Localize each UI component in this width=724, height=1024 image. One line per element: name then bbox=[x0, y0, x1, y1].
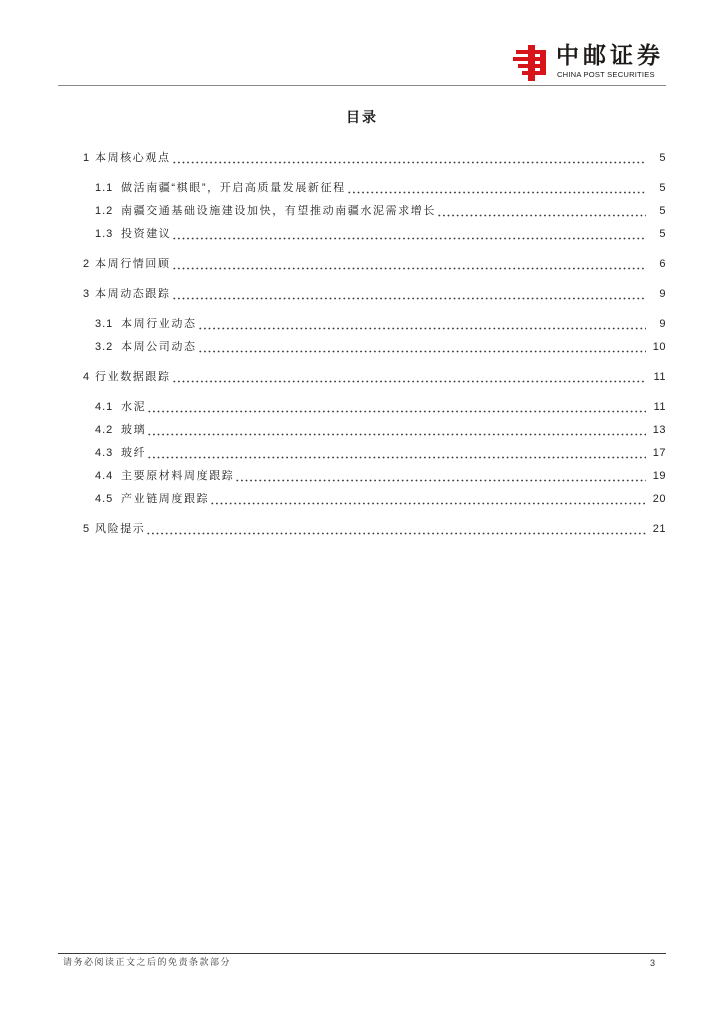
dot-leader bbox=[147, 410, 646, 413]
dot-leader bbox=[210, 502, 646, 505]
toc-entry-title: 本周核心观点 bbox=[95, 152, 171, 164]
dot-leader bbox=[172, 267, 646, 270]
toc-entry-page: 5 bbox=[659, 152, 666, 164]
toc-subentry[interactable] bbox=[83, 465, 666, 488]
dot-leader bbox=[198, 327, 646, 330]
toc-entry-title: 本周行业动态 bbox=[121, 318, 197, 330]
toc-entry-title: 风险提示 bbox=[95, 523, 146, 535]
logo-name-en: CHINA POST SECURITIES bbox=[557, 70, 655, 79]
toc-entry-number: 3 bbox=[83, 288, 91, 300]
toc-entry-number: 4.1 bbox=[95, 401, 114, 413]
toc-entry-number: 2 bbox=[83, 258, 91, 270]
toc-entry-page: 9 bbox=[659, 318, 666, 330]
toc-entry-title: 本周动态跟踪 bbox=[95, 288, 171, 300]
toc-entry-page: 9 bbox=[659, 288, 666, 300]
toc-entry-number: 1.1 bbox=[95, 182, 114, 194]
footer-disclaimer: 请务必阅读正文之后的免责条款部分 bbox=[63, 958, 232, 968]
toc-entry[interactable] bbox=[83, 366, 666, 389]
toc-subentry[interactable] bbox=[83, 177, 666, 200]
toc-entry-page: 19 bbox=[652, 470, 666, 482]
table-of-contents bbox=[83, 140, 666, 548]
toc-subentry[interactable] bbox=[83, 313, 666, 336]
toc-entry-page: 13 bbox=[652, 424, 666, 436]
toc-entry[interactable] bbox=[83, 518, 666, 541]
dot-leader bbox=[235, 479, 646, 482]
toc-entry-title: 主要原材料周度跟踪 bbox=[121, 470, 235, 482]
dot-leader bbox=[172, 161, 646, 164]
toc-entry[interactable] bbox=[83, 253, 666, 276]
toc-subentry[interactable] bbox=[83, 396, 666, 419]
toc-entry-title: 玻璃 bbox=[121, 424, 147, 436]
toc-entry-page: 5 bbox=[659, 205, 666, 217]
toc-entry-number: 1.3 bbox=[95, 228, 114, 240]
toc-entry[interactable] bbox=[83, 147, 666, 170]
toc-entry-page: 17 bbox=[652, 447, 666, 459]
toc-entry-title: 产业链周度跟踪 bbox=[121, 493, 210, 505]
footer-divider bbox=[58, 953, 666, 954]
page-title: 目录 bbox=[346, 110, 378, 126]
toc-subentry[interactable] bbox=[83, 419, 666, 442]
toc-entry-title: 水泥 bbox=[121, 401, 147, 413]
toc-subentry[interactable] bbox=[83, 442, 666, 465]
toc-entry-page: 20 bbox=[652, 493, 666, 505]
toc-entry-number: 4.2 bbox=[95, 424, 114, 436]
dot-leader bbox=[172, 297, 646, 300]
dot-leader bbox=[198, 350, 646, 353]
toc-entry-number: 4.3 bbox=[95, 447, 114, 459]
header-divider bbox=[58, 85, 666, 86]
toc-entry-title: 做活南疆“棋眼”，开启高质量发展新征程 bbox=[121, 182, 346, 194]
dot-leader bbox=[172, 237, 646, 240]
toc-entry-number: 4 bbox=[83, 371, 91, 383]
dot-leader bbox=[347, 191, 646, 194]
toc-entry[interactable] bbox=[83, 283, 666, 306]
toc-entry-number: 1.2 bbox=[95, 205, 114, 217]
toc-entry-number: 5 bbox=[83, 523, 91, 535]
dot-leader bbox=[147, 456, 646, 459]
toc-entry-page: 10 bbox=[652, 341, 666, 353]
toc-entry-page: 11 bbox=[653, 371, 666, 383]
toc-entry-number: 3.2 bbox=[95, 341, 114, 353]
toc-entry-title: 本周行情回顾 bbox=[95, 258, 171, 270]
toc-entry-page: 11 bbox=[653, 401, 666, 413]
toc-entry-title: 南疆交通基础设施建设加快，有望推动南疆水泥需求增长 bbox=[121, 205, 436, 217]
toc-entry-number: 1 bbox=[83, 152, 91, 164]
toc-entry-page: 5 bbox=[659, 182, 666, 194]
toc-entry-title: 玻纤 bbox=[121, 447, 147, 459]
toc-subentry[interactable] bbox=[83, 223, 666, 246]
dot-leader bbox=[172, 380, 646, 383]
dot-leader bbox=[437, 214, 646, 217]
toc-entry-page: 6 bbox=[659, 258, 666, 270]
toc-entry-title: 本周公司动态 bbox=[121, 341, 197, 353]
company-logo bbox=[513, 44, 667, 82]
toc-subentry[interactable] bbox=[83, 488, 666, 511]
dot-leader bbox=[147, 433, 646, 436]
toc-entry-number: 4.5 bbox=[95, 493, 114, 505]
toc-entry-number: 3.1 bbox=[95, 318, 114, 330]
page-number: 3 bbox=[649, 958, 655, 968]
dot-leader bbox=[146, 532, 646, 535]
toc-entry-title: 行业数据跟踪 bbox=[95, 371, 171, 383]
toc-subentry[interactable] bbox=[83, 200, 666, 223]
china-post-logo-icon bbox=[513, 45, 549, 81]
toc-entry-title: 投资建议 bbox=[121, 228, 172, 240]
toc-entry-page: 5 bbox=[659, 228, 666, 240]
toc-subentry[interactable] bbox=[83, 336, 666, 359]
toc-entry-number: 4.4 bbox=[95, 470, 114, 482]
toc-entry-page: 21 bbox=[652, 523, 666, 535]
logo-name-cn: 中邮证券 bbox=[556, 43, 664, 69]
